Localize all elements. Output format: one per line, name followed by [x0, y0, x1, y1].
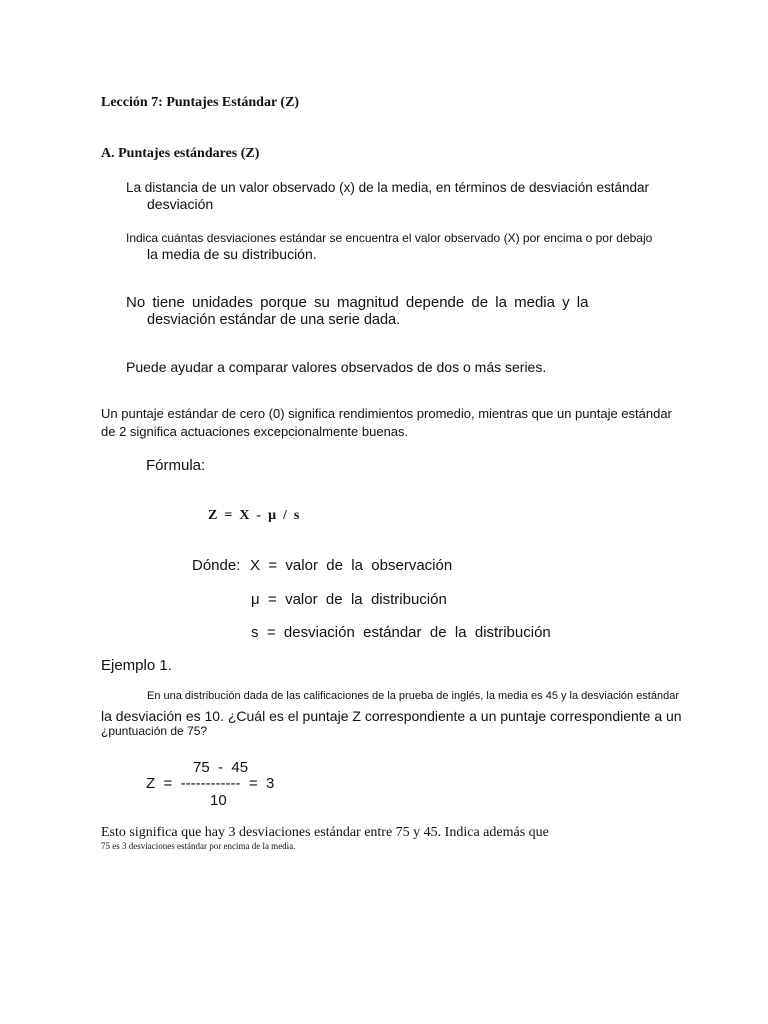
definition-x: X = valor de la observación	[250, 557, 453, 574]
formula: Z = X - μ / s	[208, 508, 300, 523]
example-title: Ejemplo 1.	[101, 657, 172, 674]
section-a-heading: A. Puntajes estándares (Z)	[101, 146, 260, 161]
bullet-item-3	[124, 294, 588, 311]
conclusion-line-1: Esto significa que hay 3 desviaciones estándar entre 75 y 45. Indica además que	[101, 825, 549, 840]
example-line-1: En una distribución dada de las calificaciones de la prueba de inglés, la media es 45 y la desviación estándar	[147, 690, 680, 702]
example-equation: Z = ------------ = 3	[146, 775, 275, 792]
bullet-1-continuation: desviación	[147, 196, 214, 212]
example-line-3: ¿puntuación de 75?	[101, 724, 208, 738]
definition-s: s = desviación estándar de la distribución	[251, 624, 551, 641]
bullet-item-2	[124, 231, 652, 245]
page-title: Lección 7: Puntajes Estándar (Z)	[101, 95, 300, 110]
example-line-2: la desviación es 10. ¿Cuál es el puntaje Z correspondiente a un puntaje correspondiente a un	[101, 708, 682, 724]
formula-label: Fórmula:	[146, 457, 206, 474]
bullet-item-1	[124, 180, 649, 195]
example-denominator: 10	[210, 792, 227, 809]
definition-mu: μ = valor de la distribución	[251, 591, 447, 608]
bullet-4-text: Puede ayudar a comparar valores observados de dos o más series.	[126, 359, 547, 375]
bullet-3-text: No tiene unidades porque su magnitud depende de la media y la	[126, 294, 589, 311]
paragraph-line-2: de 2 significa actuaciones excepcionalmente buenas.	[101, 424, 409, 439]
conclusion-line-2: 75 es 3 desviaciones estándar por encima de la media.	[101, 841, 296, 851]
paragraph-line-1: Un puntaje estándar de cero (0) significa rendimientos promedio, mientras que un puntaje estándar	[101, 406, 672, 421]
bullet-item-4	[124, 359, 546, 375]
bullet-2-continuation: la media de su distribución.	[147, 246, 317, 262]
where-label: Dónde:	[192, 557, 241, 574]
bullet-1-text: La distancia de un valor observado (x) de la media, en términos de desviación estándar	[126, 180, 650, 195]
example-numerator: 75 - 45	[193, 759, 249, 776]
bullet-3-continuation: desviación estándar de una serie dada.	[147, 312, 401, 328]
bullet-2-text: Indica cuántas desviaciones estándar se encuentra el valor observado (X) por encima o por debajo	[126, 231, 653, 245]
